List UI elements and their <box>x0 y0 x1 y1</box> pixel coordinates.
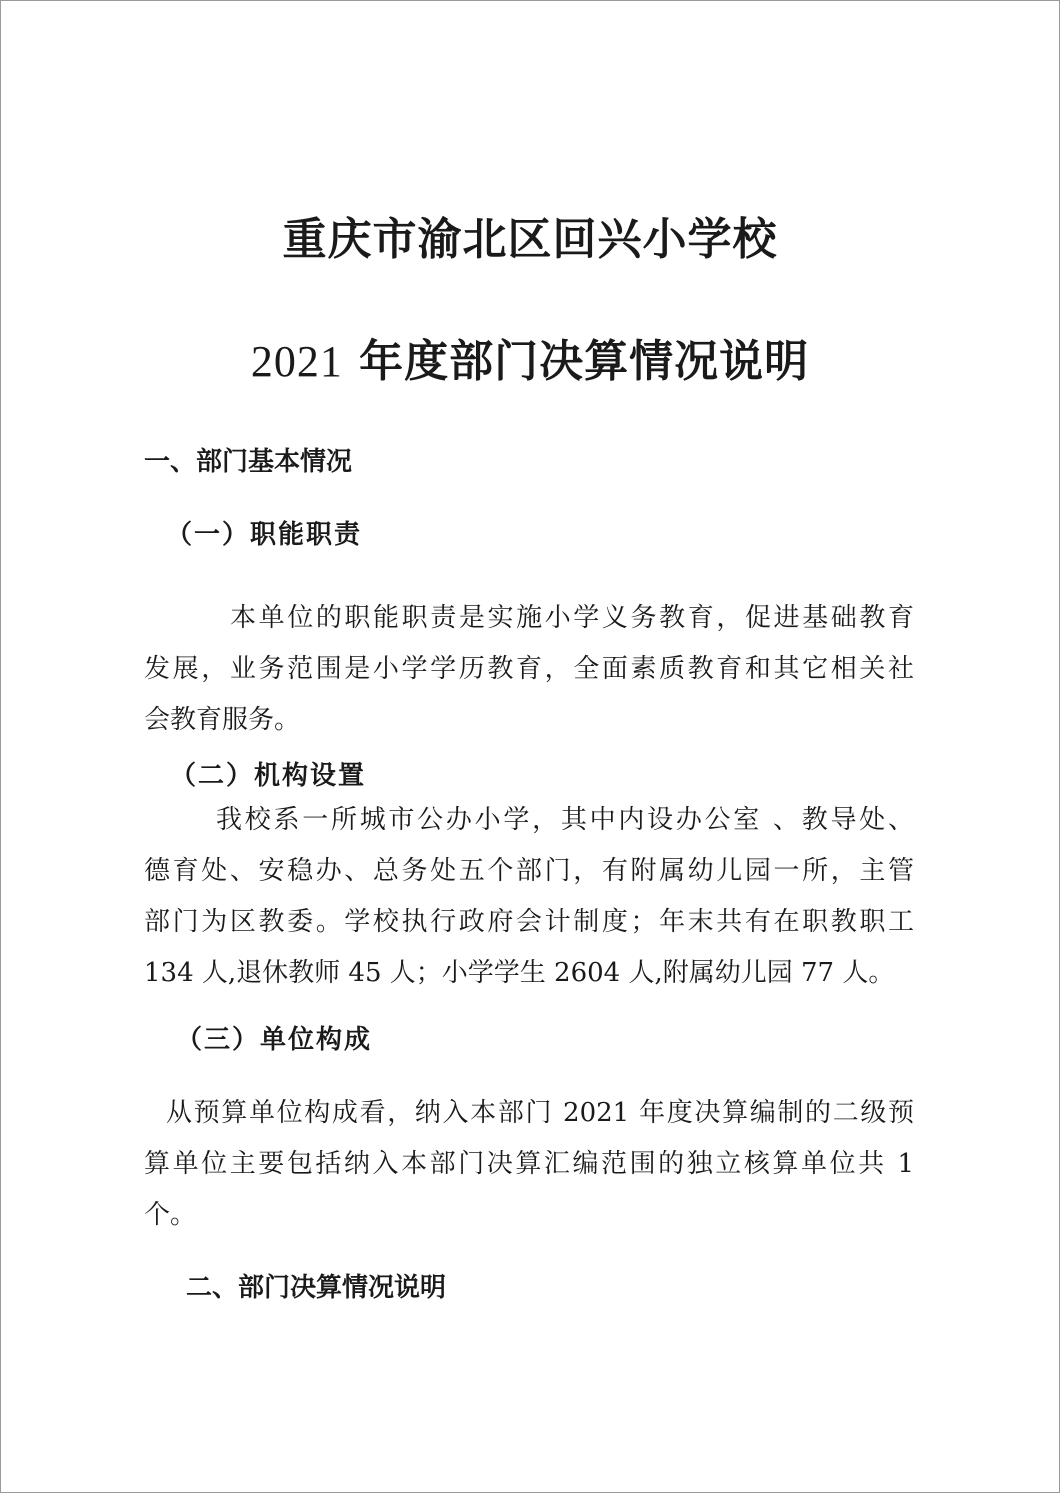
paragraph-line: 134 人,退休教师 45 人；小学学生 2604 人,附属幼儿园 77 人。 <box>144 958 895 988</box>
paragraph-line: 发展，业务范围是小学学历教育，全面素质教育和其它相关社 <box>144 654 914 684</box>
paragraph-line: 德育处、安稳办、总务处五个部门，有附属幼儿园一所，主管 <box>144 856 914 886</box>
paragraph-line: 会教育服务。 <box>144 705 301 735</box>
document-title-line1: 重庆市渝北区回兴小学校 <box>282 214 778 265</box>
paragraph-functions <box>144 593 914 746</box>
paragraph-line: 本单位的职能职责是实施小学义务教育，促进基础教育 <box>230 603 914 633</box>
document-title-line2 <box>0 334 1060 390</box>
paragraph-line: 部门为区教委。学校执行政府会计制度；年末共有在职教职工 <box>144 907 914 937</box>
section-heading-final-accounts: 二、部门决算情况说明 <box>186 1273 447 1303</box>
document-title-year: 2021 <box>250 337 343 386</box>
paragraph-line: 从预算单位构成看，纳入本部门 2021 年度决算编制的二级预 <box>166 1098 914 1128</box>
paragraph-line: 我校系一所城市公办小学，其中内设办公室 、教导处、 <box>216 805 914 835</box>
document-title-rest: 年度部门决算情况说明 <box>342 336 810 387</box>
subsection-heading-composition: （三）单位构成 <box>176 1025 373 1055</box>
paragraph-organization <box>144 795 914 999</box>
section-heading-basic-info: 一、部门基本情况 <box>144 447 353 477</box>
subsection-heading-organization: （二）机构设置 <box>170 761 367 791</box>
paragraph-composition <box>144 1088 914 1241</box>
subsection-heading-functions: （一）职能职责 <box>166 520 363 550</box>
paragraph-line: 个。 <box>144 1200 197 1230</box>
paragraph-line: 算单位主要包括纳入本部门决算汇编范围的独立核算单位共 1 <box>144 1149 914 1179</box>
